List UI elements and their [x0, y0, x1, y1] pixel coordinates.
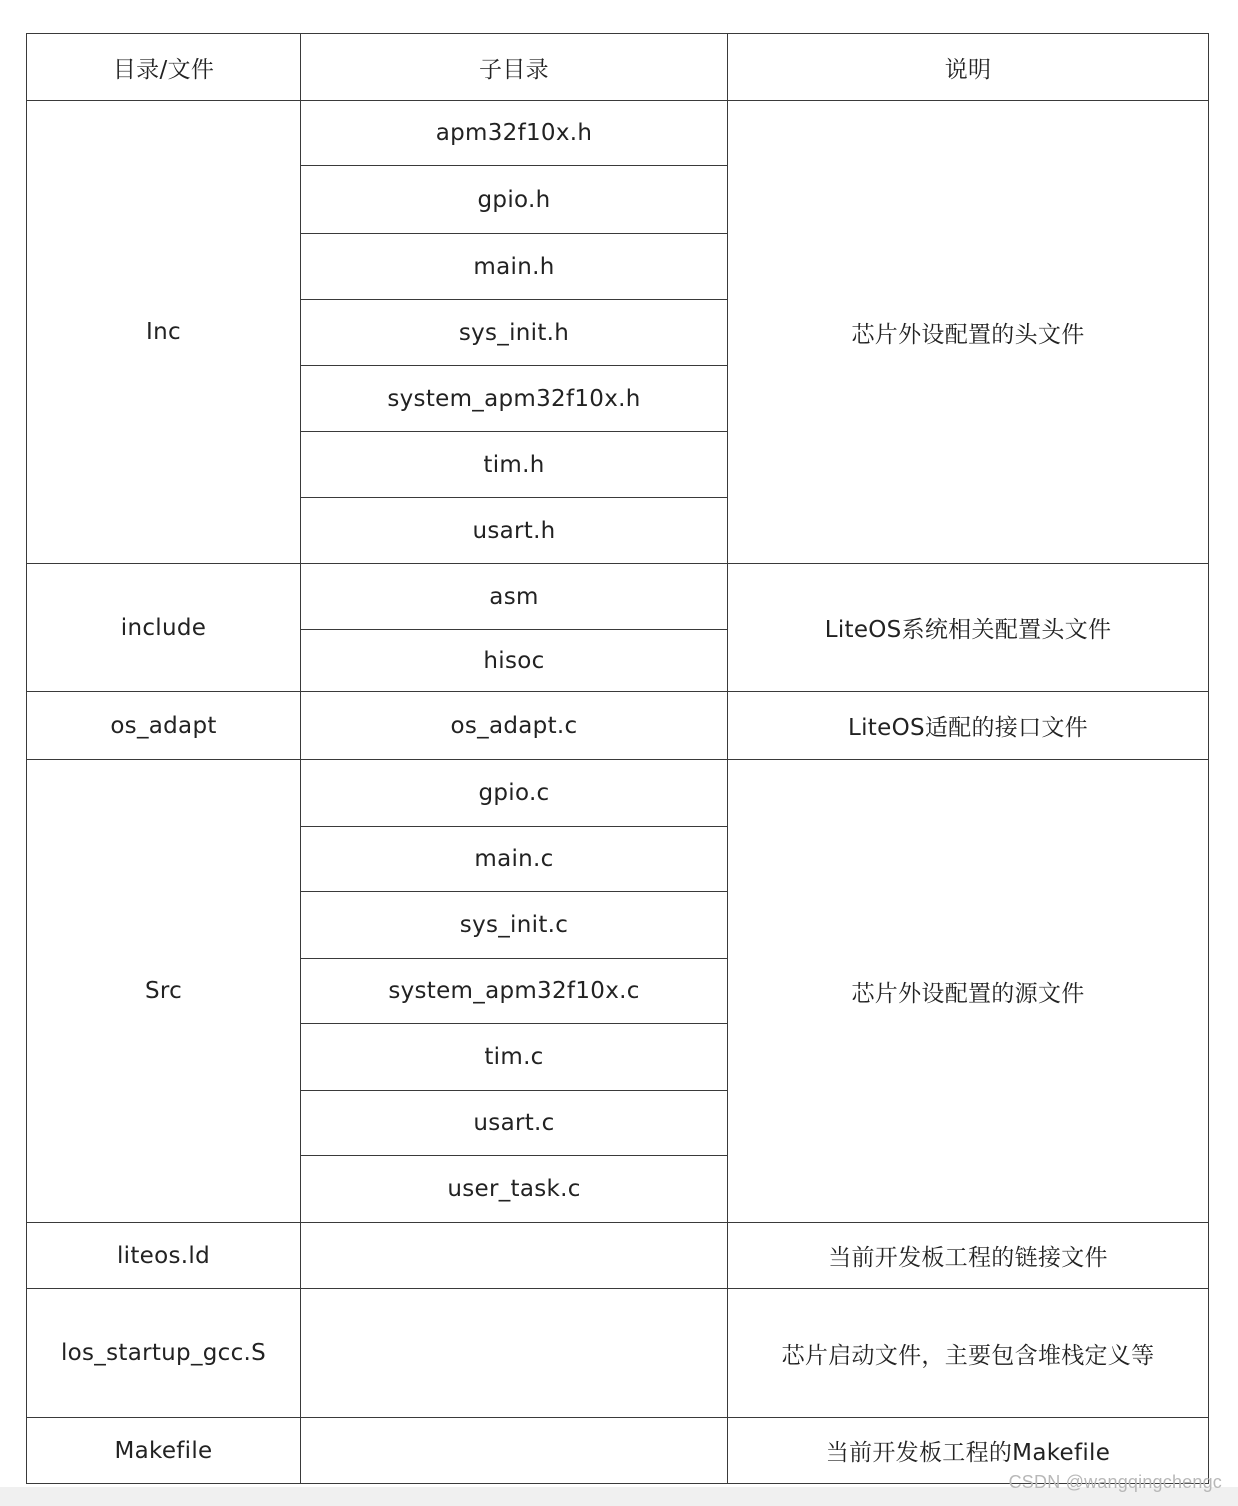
subdir-cell: sys_init.c: [301, 892, 728, 959]
header-row: [27, 34, 1209, 101]
subdir-cell: apm32f10x.h: [301, 101, 728, 166]
dir-cell-startup: los_startup_gcc.S: [27, 1289, 301, 1418]
subdir-cell: gpio.c: [301, 760, 728, 827]
table-row: [27, 101, 1209, 166]
subdir-cell: main.h: [301, 234, 728, 300]
subdir-cell: hisoc: [301, 630, 728, 692]
subdir-cell: system_apm32f10x.h: [301, 366, 728, 432]
table-row: [27, 1223, 1209, 1289]
subdir-cell: tim.h: [301, 432, 728, 498]
subdir-cell: system_apm32f10x.c: [301, 959, 728, 1024]
subdir-cell-empty: [301, 1223, 728, 1289]
table-row: [27, 692, 1209, 760]
dir-cell-liteos-ld: liteos.ld: [27, 1223, 301, 1289]
desc-cell-makefile: 当前开发板工程的Makefile: [728, 1418, 1209, 1484]
header-subdir: 子目录: [301, 34, 728, 101]
header-dir: 目录/文件: [27, 34, 301, 101]
subdir-cell: gpio.h: [301, 166, 728, 234]
desc-cell-os-adapt: LiteOS适配的接口文件: [728, 692, 1209, 760]
directory-table: [26, 33, 1209, 1484]
dir-cell-include: include: [27, 564, 301, 692]
directory-table-container: [26, 33, 1208, 1484]
subdir-cell: main.c: [301, 827, 728, 892]
subdir-cell: usart.h: [301, 498, 728, 564]
subdir-cell: asm: [301, 564, 728, 630]
desc-cell-inc: 芯片外设配置的头文件: [728, 101, 1209, 564]
watermark: CSDN @wangqingchengc: [1008, 1472, 1222, 1492]
subdir-cell-empty: [301, 1418, 728, 1484]
table-row: [27, 760, 1209, 827]
header-desc: 说明: [728, 34, 1209, 101]
subdir-cell: user_task.c: [301, 1156, 728, 1223]
subdir-cell: tim.c: [301, 1024, 728, 1091]
subdir-cell: sys_init.h: [301, 300, 728, 366]
subdir-cell: os_adapt.c: [301, 692, 728, 760]
subdir-cell: usart.c: [301, 1091, 728, 1156]
dir-cell-inc: Inc: [27, 101, 301, 564]
dir-cell-makefile: Makefile: [27, 1418, 301, 1484]
table-row: [27, 564, 1209, 630]
desc-cell-startup: 芯片启动文件，主要包含堆栈定义等: [728, 1289, 1209, 1418]
dir-cell-src: Src: [27, 760, 301, 1223]
desc-cell-liteos-ld: 当前开发板工程的链接文件: [728, 1223, 1209, 1289]
desc-cell-src: 芯片外设配置的源文件: [728, 760, 1209, 1223]
table-row: [27, 1289, 1209, 1418]
desc-cell-include: LiteOS系统相关配置头文件: [728, 564, 1209, 692]
dir-cell-os-adapt: os_adapt: [27, 692, 301, 760]
subdir-cell-empty: [301, 1289, 728, 1418]
